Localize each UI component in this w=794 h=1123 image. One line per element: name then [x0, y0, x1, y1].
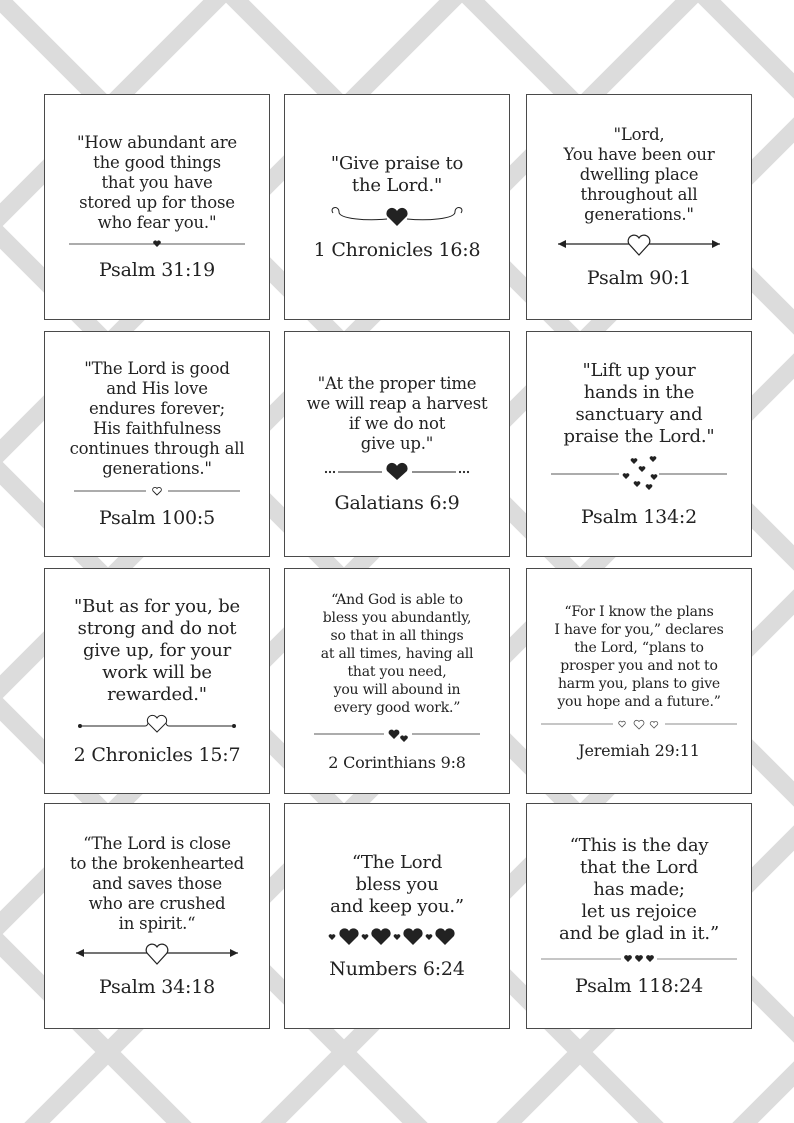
verse-reference: Jeremiah 29:11	[578, 740, 700, 760]
verse-reference: Psalm 134:2	[580, 506, 698, 528]
heart-swirl-divider-icon	[327, 203, 467, 229]
hearts-row-divider-icon	[327, 924, 467, 948]
heart-dots-divider-icon	[77, 712, 237, 734]
two-hearts-divider-icon	[312, 723, 482, 743]
verse-reference: Psalm 31:19	[98, 259, 216, 281]
verse-card-galatians-6-9	[284, 331, 510, 557]
verse-quote: "How abundant are the good things that you have stored up for those who fear you."	[77, 133, 237, 232]
verse-quote: “The Lord bless you and keep you.”	[330, 852, 464, 917]
verse-quote: “The Lord is close to the brokenhearted and saves those who are crushed in spirit.“	[70, 834, 244, 933]
verse-card-1-chronicles-16-8	[284, 94, 510, 320]
verse-card-psalm-118-24	[526, 803, 752, 1029]
verse-reference: 2 Corinthians 9:8	[328, 752, 466, 772]
verse-card-2-corinthians-9-8	[284, 568, 510, 794]
verse-quote: "But as for you, be strong and do not give up, for your work will be rewarded."	[74, 596, 240, 705]
verse-reference: Psalm 34:18	[98, 976, 216, 998]
small-heart-line-divider-icon	[72, 485, 242, 497]
verse-reference: Numbers 6:24	[329, 958, 465, 980]
verse-reference: Psalm 90:1	[586, 267, 692, 289]
verse-card-jeremiah-29-11	[526, 568, 752, 794]
verse-reference: Galatians 6:9	[334, 492, 460, 514]
verse-reference: 2 Chronicles 15:7	[73, 744, 241, 766]
verse-quote: “This is the day that the Lord has made; let us rejoice and be glad in it.”	[559, 835, 719, 944]
verse-card-numbers-6-24	[284, 803, 510, 1029]
verse-reference: 1 Chronicles 16:8	[313, 239, 481, 261]
verse-quote: "Lord, You have been our dwelling place throughout all generations."	[563, 125, 715, 224]
heart-arrow-divider-icon	[554, 231, 724, 257]
verse-reference: Psalm 118:24	[575, 975, 703, 997]
three-filled-hearts-divider-icon	[539, 951, 739, 965]
heart-line-divider-icon	[67, 239, 247, 249]
verse-quote: "The Lord is good and His love endures forever; His faithfulness continues through all generations."	[69, 359, 245, 478]
verse-card-psalm-100-5	[44, 331, 270, 557]
three-hearts-divider-icon	[539, 717, 739, 731]
verse-quote: "Lift up your hands in the sanctuary and praise the Lord."	[563, 360, 715, 447]
verse-quote: “For I know the plans I have for you,” declares the Lord, “plans to prosper you and not to harm you, plans to give you hope and a future.”	[554, 603, 724, 710]
heart-dotted-divider-icon	[322, 460, 472, 482]
verse-card-psalm-90-1	[526, 94, 752, 320]
verse-quote: "At the proper time we will reap a harvest if we do not give up."	[306, 374, 488, 453]
heart-arrow-divider-icon	[72, 940, 242, 966]
verse-reference: Psalm 100:5	[98, 507, 216, 529]
verse-quote: "Give praise to the Lord."	[330, 153, 464, 196]
verse-card-psalm-34-18	[44, 803, 270, 1029]
verse-card-2-chronicles-15-7	[44, 568, 270, 794]
verse-card-psalm-31-19	[44, 94, 270, 320]
verse-card-psalm-134-2	[526, 331, 752, 557]
scattered-hearts-divider-icon	[549, 454, 729, 496]
verse-quote: “And God is able to bless you abundantly, so that in all things at all times, having all that you need, you will abound in every good work.”	[320, 591, 474, 716]
